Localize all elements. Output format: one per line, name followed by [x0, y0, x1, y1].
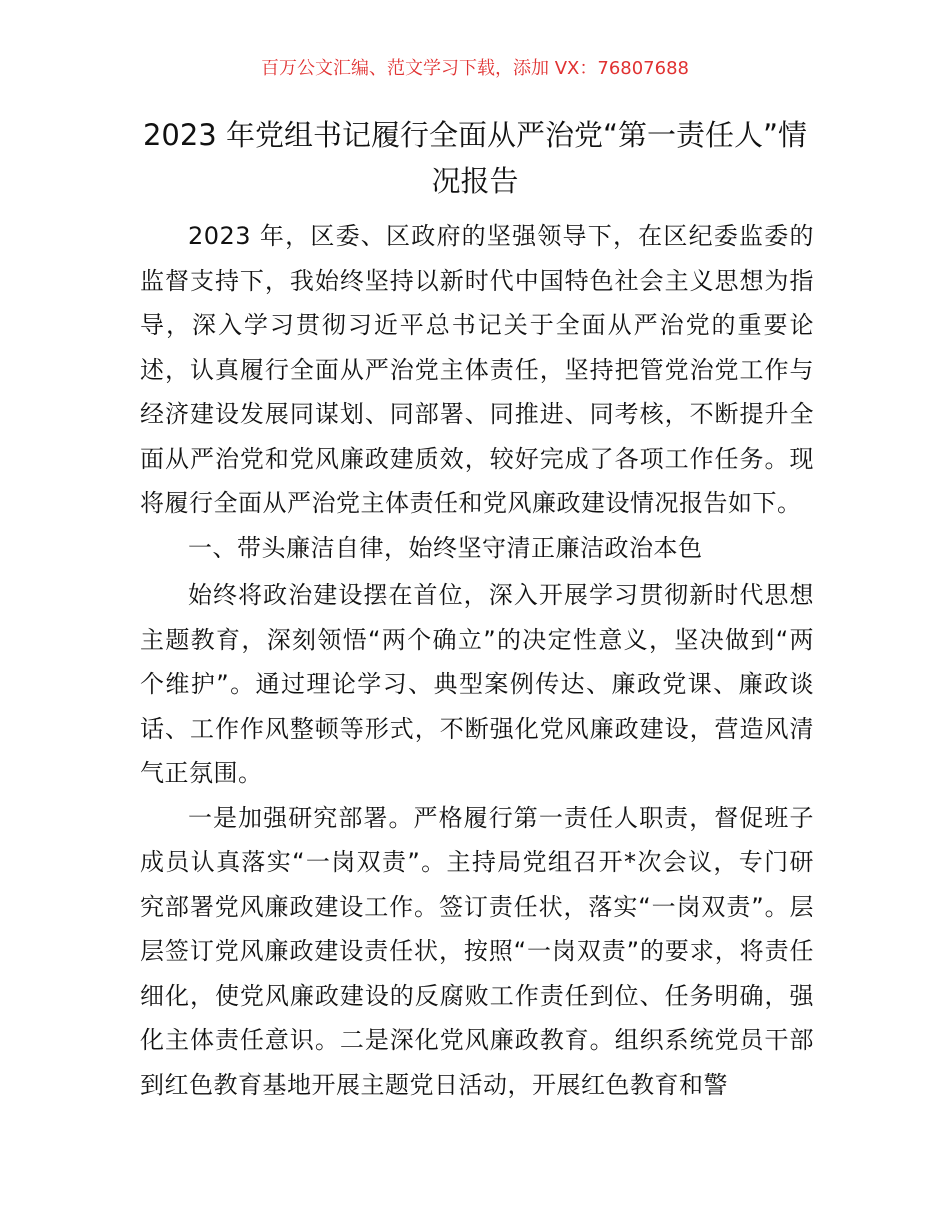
- section-heading: 一、带头廉洁自律，始终坚守清正廉洁政治本色: [188, 533, 703, 562]
- document-body: [140, 214, 814, 1107]
- paragraph-political-building: 始终将政治建设摆在首位，深入开展学习贯彻新时代思想主题教育，深刻领悟“两个确立”的决定性意义，坚决做到“两个维护”。通过理论学习、典型案例传达、廉政党课、廉政谈话、工作作风整顿等形式，不断强化党风廉政建设，营造风清气正氛围。: [140, 581, 814, 787]
- paragraph-intro: 2023 年，区委、区政府的坚强领导下，在区纪委监委的监督支持下，我始终坚持以新时代中国特色社会主义思想为指导，深入学习贯彻习近平总书记关于全面从严治党的重要论述，认真履行全面从严治党主体责任，坚持把管党治党工作与经济建设发展同谋划、同部署、同推进、同考核，不断提升全面从严治党和党风廉政建质效，较好完成了各项工作任务。现将履行全面从严治党主体责任和党风廉政建设情况报告如下。: [140, 222, 814, 517]
- document-title: 2023 年党组书记履行全面从严治党“第一责任人”情况报告: [142, 118, 808, 198]
- watermark-header: 百万公文汇编、范文学习下载，添加 VX：76807688: [261, 58, 689, 79]
- paragraph-research-deployment: 一是加强研究部署。严格履行第一责任人职责，督促班子成员认真落实“一岗双责”。主持局党组召开*次会议，专门研究部署党风廉政建设工作。签订责任状，落实“一岗双责”。层层签订党风廉政建设责任状，按照“一岗双责”的要求，将责任细化，使党风廉政建设的反腐败工作责任到位、任务明确，强化主体责任意识。二是深化党风廉政教育。组织系统党员干部到红色教育基地开展主题党日活动，开展红色教育和警: [140, 803, 814, 1099]
